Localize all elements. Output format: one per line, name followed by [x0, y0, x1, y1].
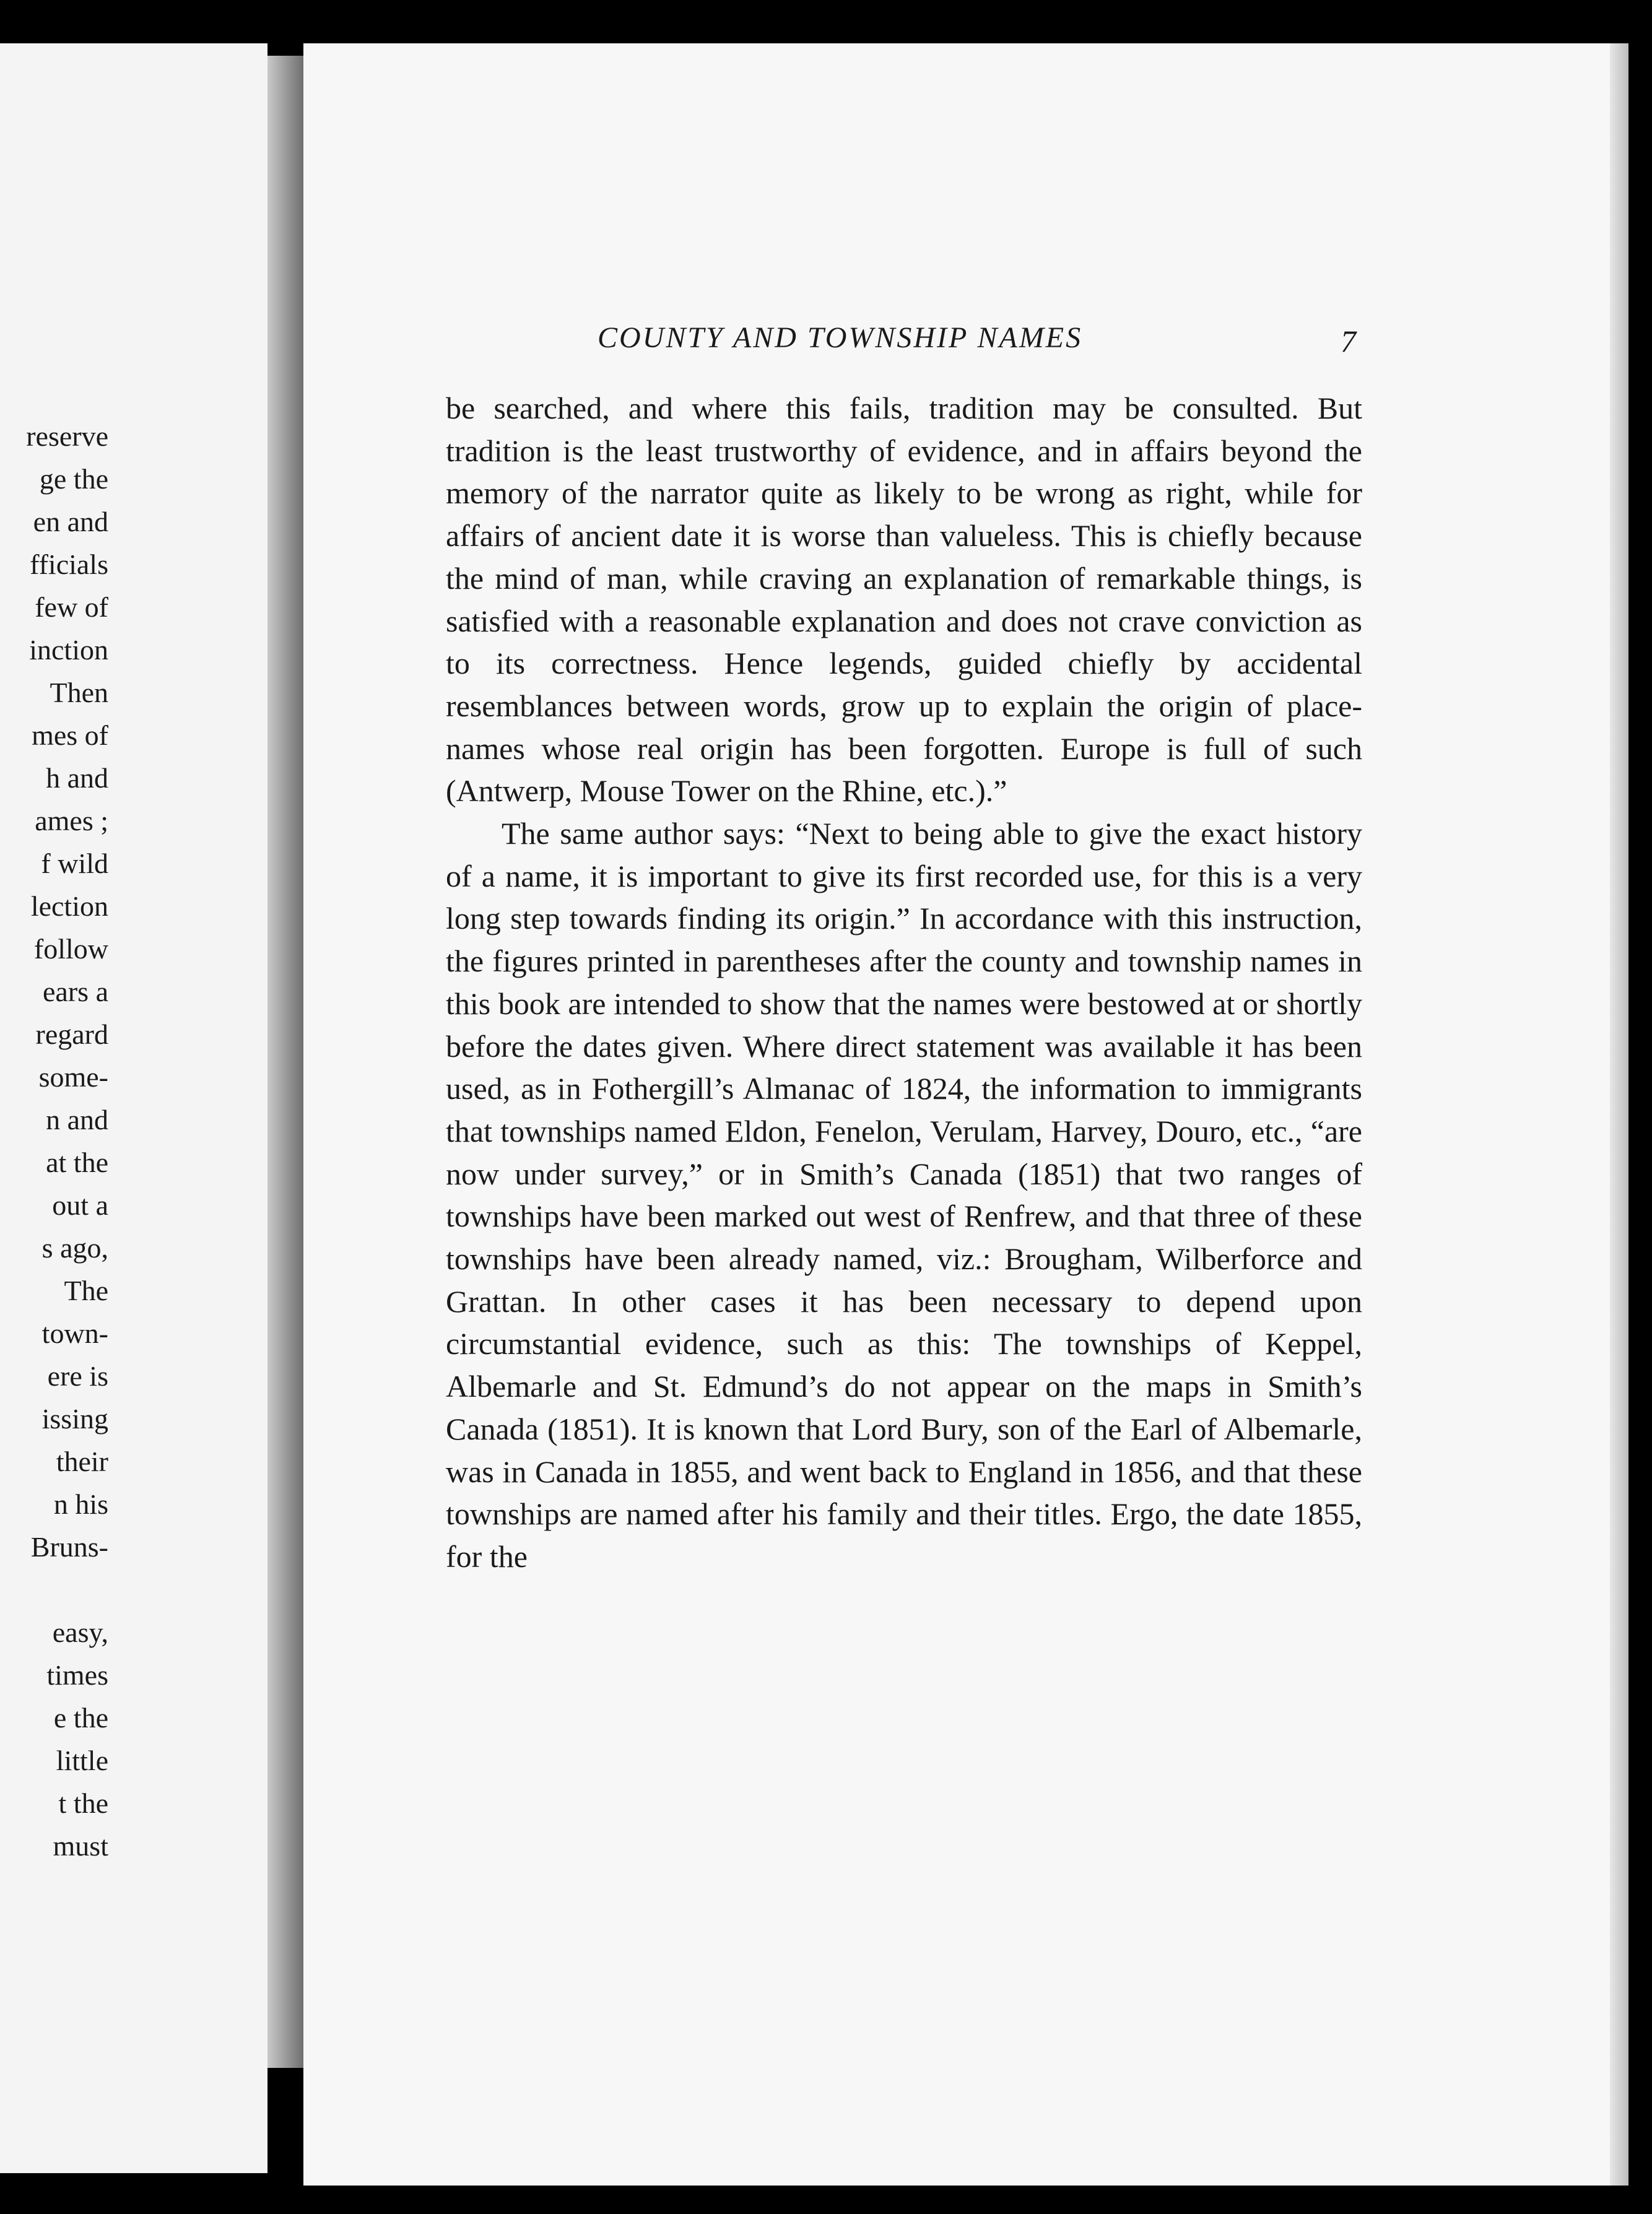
- left-line: little: [56, 1745, 108, 1776]
- left-line: h and: [46, 762, 108, 794]
- page-number: 7: [1341, 324, 1356, 358]
- left-line: ge the: [39, 463, 108, 495]
- left-line: inction: [29, 634, 108, 666]
- left-line: few of: [35, 591, 108, 623]
- left-line: issing: [41, 1403, 108, 1435]
- left-line: s ago,: [41, 1232, 108, 1264]
- left-line: out a: [52, 1189, 108, 1221]
- left-line: ears a: [43, 976, 108, 1007]
- left-line: n and: [46, 1104, 108, 1135]
- left-line: e the: [53, 1702, 108, 1734]
- paragraph: The same author says: “Next to being able to give the exact history of a name, it is important to give its first recorded use, for this is a very long step towards finding its origin.” In accordance with this instruction, the figures printed in parentheses after the county and township names in this book are intended to show that the names were bestowed at or shortly before the dates given. Where direct statement was available it has been used, as in Fothergill’s Almanac of 1824, the information to immigrants that townships named Eldon, Fenelon, Verulam, Harvey, Douro, etc., “are now under survey,” or in Smith’s Canada (1851) that two ranges of townships have been marked out west of Renfrew, and that three of these townships have been already named, viz.: Brougham, Wilberforce and Grattan. In other cases it has been necessary to depend upon circumstantial evidence, such as this: The townships of Keppel, Albemarle and St. Edmund’s do not appear on the maps in Smith’s Canada (1851). It is known that Lord Bury, son of the Earl of Albemarle, was in Canada in 1855, and went back to England in 1856, and that these townships are named after his family and their titles. Ergo, the date 1855, for the: [446, 816, 1362, 1574]
- left-line: t the: [58, 1787, 108, 1819]
- left-line: f wild: [41, 848, 108, 879]
- left-line: follow: [33, 933, 108, 965]
- paragraph: be searched, and where this fails, tradition may be consulted. But tradition is the least trustworthy of evidence, and in affairs beyond the memory of the narrator quite as likely to be wrong as right, while for affairs of ancient date it is worse than valueless. This is chiefly because the mind of man, while craving an explanation of remarkable things, is satisfied with a reasonable explanation and does not crave conviction as to its correctness. Hence legends, guided chiefly by accidental resemblances between words, grow up to explain the origin of place-names whose real origin has been forgotten. Europe is full of such (Antwerp, Mouse Tower on the Rhine, etc.).”: [446, 391, 1362, 809]
- left-line: regard: [35, 1018, 108, 1050]
- right-page: [303, 43, 1628, 2186]
- left-line: fficials: [30, 549, 108, 580]
- left-page-text: [0, 415, 108, 1867]
- left-line: ames ;: [35, 805, 108, 836]
- left-line: en and: [33, 506, 108, 537]
- page-edge-shadow: [1610, 43, 1628, 2186]
- left-line-blank: [0, 1568, 108, 1611]
- running-head: COUNTY AND TOWNSHIP NAMES: [598, 321, 1083, 354]
- left-line: reserve: [26, 420, 108, 452]
- left-line: n his: [53, 1488, 108, 1520]
- left-line: lection: [30, 890, 108, 922]
- body-text: [446, 387, 1362, 1578]
- left-line: Bruns-: [30, 1531, 108, 1563]
- left-line: some-: [38, 1061, 108, 1093]
- left-page: [0, 43, 267, 2173]
- left-line: Then: [50, 677, 108, 708]
- left-line: at the: [46, 1147, 108, 1178]
- left-line: The: [64, 1275, 108, 1306]
- left-line: mes of: [32, 719, 108, 751]
- left-line: times: [46, 1659, 108, 1691]
- left-line: their: [56, 1446, 108, 1477]
- left-line: easy,: [52, 1617, 108, 1648]
- left-line: town-: [41, 1318, 108, 1349]
- left-line: ere is: [47, 1360, 108, 1392]
- left-line: must: [53, 1830, 108, 1862]
